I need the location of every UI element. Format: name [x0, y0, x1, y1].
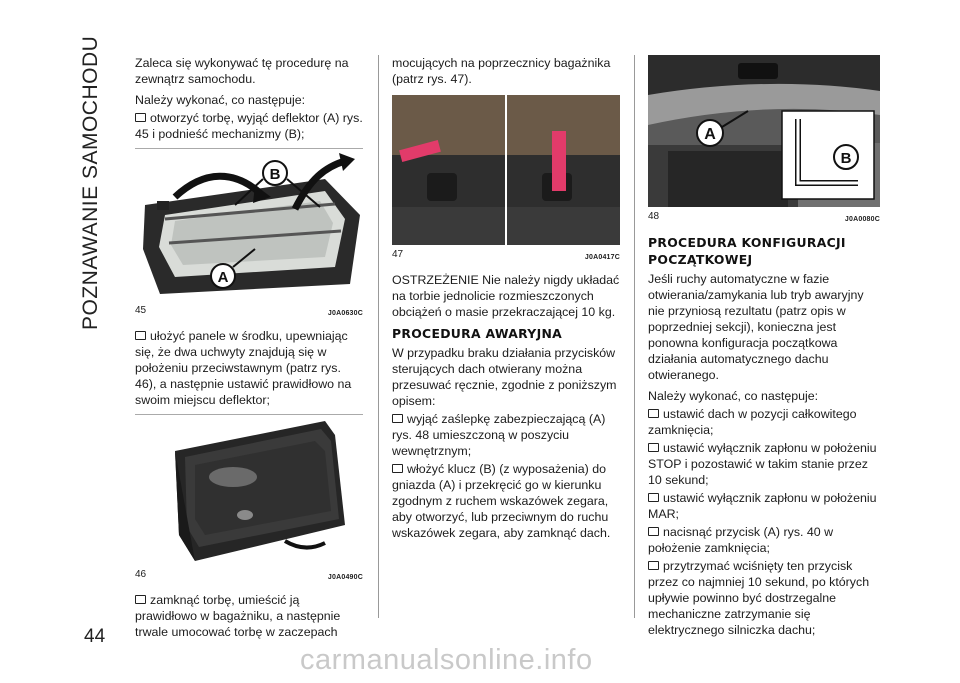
paragraph: Zaleca się wykonywać tę procedurę na zewnątrz samochodu.: [135, 56, 349, 86]
figure-caption: 47 J0A0417C: [392, 249, 620, 261]
bag-deflector-image: [135, 149, 363, 301]
list-item: ułożyć panele w środku, upewniając się, że dwa uchwyty znajdują się w położeniu przeciwstawnym (patrz rys. 46), a następnie ustawić prawidłowo na swoim miejscu deflektor;: [135, 329, 352, 407]
paragraph: mocujących na poprzecznicy bagażnika (patrz rys. 47).: [392, 56, 611, 86]
bullet-icon: [392, 464, 403, 473]
column-divider: [634, 55, 635, 618]
section-title: POZNAWANIE SAMOCHODU: [79, 35, 102, 330]
callout-b: B: [269, 166, 281, 183]
list-item: nacisnąć przycisk (A) rys. 40 w położenie zamknięcia;: [648, 525, 834, 555]
figure-caption: 48 J0A0080C: [648, 211, 880, 223]
bullet-icon: [648, 409, 659, 418]
callout-b: B: [840, 150, 852, 167]
column-3: [648, 55, 880, 640]
paragraph: Należy wykonać, co następuje:: [648, 389, 819, 403]
column-2: [392, 55, 620, 543]
bullet-icon: [135, 331, 146, 340]
paragraph: Jeśli ruchy automatyczne w fazie otwierania/zamykania lub tryb awaryjny nie przyniosą rezultatu (patrz opis w poprzedniej sekcji), konieczna jest ponowna konfiguracja początkowa działania automatycznego dachu otwieranego.: [648, 272, 864, 382]
figure-46: [135, 415, 363, 565]
figure-caption: 46 J0A0490C: [135, 569, 363, 581]
figure-47: [392, 95, 620, 245]
roof-emergency-image: [648, 55, 880, 207]
column-1: [135, 55, 363, 642]
bullet-icon: [648, 527, 659, 536]
list-item: ustawić wyłącznik zapłonu w położeniu STOP i pozostawić w takim stanie przez 10 sekund;: [648, 441, 877, 487]
figure-48: [648, 55, 880, 207]
list-item: wyjąć zaślepkę zabezpieczającą (A) rys. 48 umieszczoną w poszyciu wewnętrznym;: [392, 412, 606, 458]
bullet-icon: [392, 414, 403, 423]
bullet-icon: [648, 493, 659, 502]
list-item: ustawić wyłącznik zapłonu w położeniu MAR;: [648, 491, 877, 521]
bullet-icon: [648, 561, 659, 570]
figure-caption: 45 J0A0630C: [135, 305, 363, 317]
list-item: ustawić dach w pozycji całkowitego zamknięcia;: [648, 407, 857, 437]
column-divider: [378, 55, 379, 618]
paragraph: W przypadku braku działania przycisków sterujących dach otwierany można przesuwać ręcznie, zgodnie z poniższym opisem:: [392, 346, 617, 408]
paragraph: Należy wykonać, co następuje:: [135, 93, 306, 107]
figure-45: [135, 149, 363, 301]
list-item: zamknąć torbę, umieścić ją prawidłowo w bagażniku, a następnie trwale umocować torbę w zaczepach: [135, 593, 341, 639]
list-item: przytrzymać wciśnięty ten przycisk przez co najmniej 10 sekund, po których upływie powinno być dostrzegalne mechaniczne zatrzymanie się elektrycznego silniczka dachu;: [648, 559, 870, 637]
list-item: włożyć klucz (B) (z wyposażenia) do gniazda (A) i przekręcić go w kierunku zgodnym z ruchem wskazówek zegara, aby otworzyć, lub przeciwnym do ruchu wskazówek zegara, aby zamknąć dach.: [392, 462, 611, 540]
section-heading: PROCEDURA AWARYJNA: [392, 326, 563, 341]
bullet-icon: [648, 443, 659, 452]
page-number: 44: [84, 626, 106, 647]
list-item: otworzyć torbę, wyjąć deflektor (A) rys. 45 i podnieść mechanizmy (B);: [135, 111, 363, 141]
section-heading: PROCEDURA KONFIGURACJI POCZĄTKOWEJ: [648, 235, 846, 267]
callout-a: A: [704, 126, 716, 143]
callout-a: A: [217, 269, 229, 286]
bag-strap-image: [392, 95, 620, 245]
warning-text: OSTRZEŻENIE Nie należy nigdy układać na torbie jednolicie rozmieszczonych obciążeń o masie przekraczającej 10 kg.: [392, 273, 620, 319]
bullet-icon: [135, 595, 146, 604]
bullet-icon: [135, 113, 146, 122]
watermark: carmanualsonline.info: [300, 644, 593, 676]
closed-bag-image: [135, 415, 363, 565]
